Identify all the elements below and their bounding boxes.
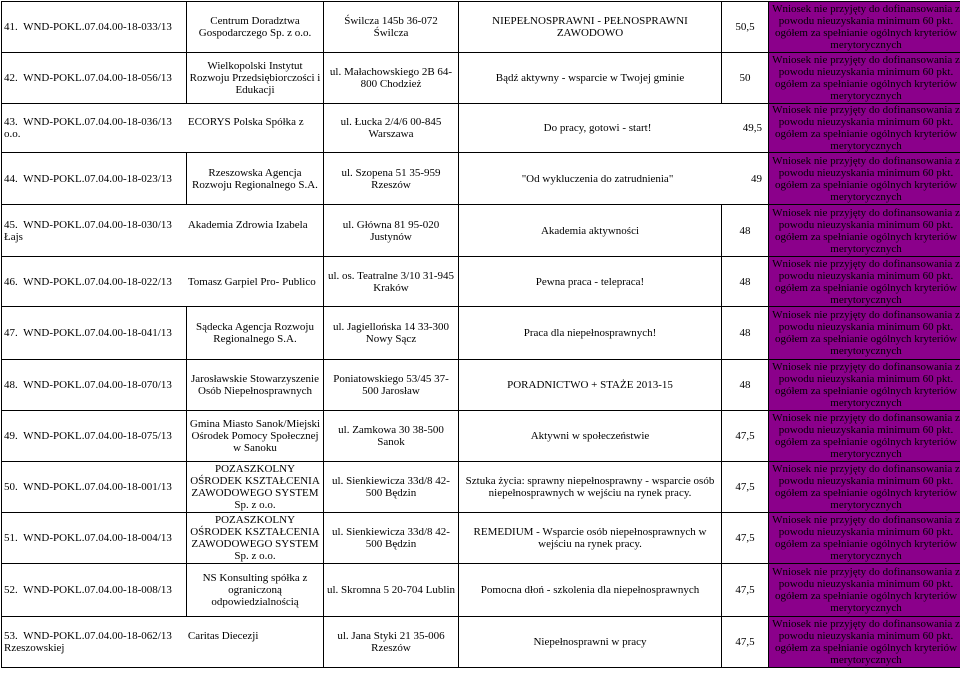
institution-name: NS Konsulting spółka z ograniczoną odpowiedzialnością [187, 564, 324, 617]
project-title: REMEDIUM - Wsparcie osób niepełnosprawnych w wejściu na rynek pracy. [459, 513, 722, 564]
institution-address: Poniatowskiego 53/45 37-500 Jarosław [324, 360, 459, 411]
table-row [2, 617, 960, 668]
application-number-cell [2, 513, 187, 564]
table-row [2, 564, 960, 617]
institution-address: ul. Łucka 2/4/6 00-845 Warszawa [324, 104, 459, 153]
row-number: 51. [4, 532, 18, 544]
row-number: 44. [4, 173, 18, 185]
institution-address: ul. Zamkowa 30 38-500 Sanok [324, 411, 459, 462]
table-row [2, 360, 960, 411]
project-title: PORADNICTWO + STAŻE 2013-15 [459, 360, 722, 411]
institution-name: Wielkopolski Instytut Rozwoju Przedsiębiorczości i Edukacji [187, 53, 324, 104]
application-code: WND-POKL.07.04.00-18-004/13 [23, 532, 172, 544]
institution-address: ul. Jana Styki 21 35-006 Rzeszów [324, 617, 459, 668]
institution-name: Gmina Miasto Sanok/Miejski Ośrodek Pomocy Społecznej w Sanoku [187, 411, 324, 462]
application-number-cell [2, 307, 187, 360]
institution-name: POZASZKOLNY OŚRODEK KSZTAŁCENIA ZAWODOWEGO SYSTEM Sp. z o.o. [187, 513, 324, 564]
row-number: 48. [4, 379, 18, 391]
project-title: Sztuka życia: sprawny niepełnosprawny - wsparcie osób niepełnosprawnych w wejściu na rynek pracy. [459, 462, 722, 513]
score: 50 [722, 53, 769, 104]
institution-address: Świlcza 145b 36-072 Świlcza [324, 2, 459, 53]
rejection-status: Wniosek nie przyjęty do dofinansowania z powodu nieuzyskania minimum 60 pkt. ogółem za spełnianie ogólnych kryteriów merytorycznych [769, 2, 960, 53]
application-number-cell [2, 153, 187, 205]
rejection-status: Wniosek nie przyjęty do dofinansowania z powodu nieuzyskania minimum 60 pkt. ogółem za spełnianie ogólnych kryteriów merytorycznych [769, 360, 960, 411]
project-title: Praca dla niepełnosprawnych! [459, 307, 722, 360]
application-code: WND-POKL.07.04.00-18-001/13 [23, 481, 172, 493]
projects-table [1, 1, 960, 668]
row-number: 50. [4, 481, 18, 493]
project-title: Niepełnosprawni w pracy [459, 617, 722, 668]
rejection-status: Wniosek nie przyjęty do dofinansowania z powodu nieuzyskania minimum 60 pkt. ogółem za spełnianie ogólnych kryteriów merytorycznych [769, 307, 960, 360]
project-title: NIEPEŁNOSPRAWNI - PEŁNOSPRAWNI ZAWODOWO [459, 2, 722, 53]
rejection-status: Wniosek nie przyjęty do dofinansowania z powodu nieuzyskania minimum 60 pkt. ogółem za spełnianie ogólnych kryteriów merytorycznych [769, 205, 960, 257]
project-title-cell [459, 104, 769, 153]
score: 47,5 [722, 617, 769, 668]
application-number-cell [2, 2, 187, 53]
institution-address: ul. os. Teatralne 3/10 31-945 Kraków [324, 257, 459, 307]
institution-name: Akademia Zdrowia Izabela Łajs [4, 219, 308, 243]
rejection-status: Wniosek nie przyjęty do dofinansowania z powodu nieuzyskania minimum 60 pkt. ogółem za spełnianie ogólnych kryteriów merytorycznych [769, 153, 960, 205]
rejection-status: Wniosek nie przyjęty do dofinansowania z powodu nieuzyskania minimum 60 pkt. ogółem za spełnianie ogólnych kryteriów merytorycznych [769, 257, 960, 307]
table-row [2, 104, 960, 153]
rejection-status: Wniosek nie przyjęty do dofinansowania z powodu nieuzyskania minimum 60 pkt. ogółem za spełnianie ogólnych kryteriów merytorycznych [769, 53, 960, 104]
row-number: 45. [4, 219, 18, 231]
table-row [2, 2, 960, 53]
application-code: WND-POKL.07.04.00-18-070/13 [23, 379, 172, 391]
project-title: Do pracy, gotowi - start! [461, 122, 734, 134]
row-number: 53. [4, 630, 18, 642]
application-number-cell [2, 617, 324, 668]
rejection-status: Wniosek nie przyjęty do dofinansowania z powodu nieuzyskania minimum 60 pkt. ogółem za spełnianie ogólnych kryteriów merytorycznych [769, 411, 960, 462]
application-number-cell [2, 462, 187, 513]
institution-address: ul. Jagiellońska 14 33-300 Nowy Sącz [324, 307, 459, 360]
row-number: 52. [4, 584, 18, 596]
projects-table-body [2, 2, 960, 668]
project-title: "Od wykluczenia do zatrudnienia" [461, 173, 734, 185]
institution-name: ECORYS Polska Spółka z o.o. [4, 116, 304, 140]
row-number: 49. [4, 430, 18, 442]
institution-address: ul. Główna 81 95-020 Justynów [324, 205, 459, 257]
table-row [2, 257, 960, 307]
project-title: Akademia aktywności [459, 205, 722, 257]
score: 47,5 [722, 411, 769, 462]
institution-address: ul. Skromna 5 20-704 Lublin [324, 564, 459, 617]
institution-name: Rzeszowska Agencja Rozwoju Regionalnego S.A. [187, 153, 324, 205]
application-number-cell [2, 205, 324, 257]
application-number-cell [2, 257, 324, 307]
table-row [2, 205, 960, 257]
row-number: 41. [4, 21, 18, 33]
application-code: WND-POKL.07.04.00-18-022/13 [23, 276, 172, 288]
institution-address: ul. Małachowskiego 2B 64-800 Chodzież [324, 53, 459, 104]
score: 48 [722, 307, 769, 360]
score: 48 [722, 205, 769, 257]
rejection-status: Wniosek nie przyjęty do dofinansowania z powodu nieuzyskania minimum 60 pkt. ogółem za spełnianie ogólnych kryteriów merytorycznych [769, 513, 960, 564]
score: 49,5 [734, 122, 766, 134]
application-code: WND-POKL.07.04.00-18-030/13 [23, 219, 172, 231]
table-row [2, 153, 960, 205]
row-number: 47. [4, 327, 18, 339]
institution-name: Centrum Doradztwa Gospodarczego Sp. z o.o. [187, 2, 324, 53]
application-code: WND-POKL.07.04.00-18-023/13 [23, 173, 172, 185]
project-title-cell [459, 153, 769, 205]
row-number: 42. [4, 72, 18, 84]
application-code: WND-POKL.07.04.00-18-062/13 [23, 630, 172, 642]
rejection-status: Wniosek nie przyjęty do dofinansowania z powodu nieuzyskania minimum 60 pkt. ogółem za spełnianie ogólnych kryteriów merytorycznych [769, 564, 960, 617]
title-score-group [461, 122, 766, 134]
application-number-cell [2, 564, 187, 617]
project-title: Pewna praca - telepraca! [459, 257, 722, 307]
row-number: 43. [4, 116, 18, 128]
table-row [2, 411, 960, 462]
application-number-cell [2, 411, 187, 462]
application-code: WND-POKL.07.04.00-18-041/13 [23, 327, 172, 339]
project-title: Pomocna dłoń - szkolenia dla niepełnosprawnych [459, 564, 722, 617]
project-title: Aktywni w społeczeństwie [459, 411, 722, 462]
table-row [2, 53, 960, 104]
application-code: WND-POKL.07.04.00-18-056/13 [23, 72, 172, 84]
application-code: WND-POKL.07.04.00-18-075/13 [23, 430, 172, 442]
rejection-status: Wniosek nie przyjęty do dofinansowania z powodu nieuzyskania minimum 60 pkt. ogółem za spełnianie ogólnych kryteriów merytorycznych [769, 104, 960, 153]
row-number: 46. [4, 276, 18, 288]
score: 47,5 [722, 564, 769, 617]
application-number-cell [2, 360, 187, 411]
score: 50,5 [722, 2, 769, 53]
rejection-status: Wniosek nie przyjęty do dofinansowania z powodu nieuzyskania minimum 60 pkt. ogółem za spełnianie ogólnych kryteriów merytorycznych [769, 617, 960, 668]
institution-address: ul. Sienkiewicza 33d/8 42-500 Będzin [324, 462, 459, 513]
application-code: WND-POKL.07.04.00-18-033/13 [23, 21, 172, 33]
score: 47,5 [722, 462, 769, 513]
application-code: WND-POKL.07.04.00-18-008/13 [23, 584, 172, 596]
application-number-cell [2, 53, 187, 104]
institution-address: ul. Sienkiewicza 33d/8 42-500 Będzin [324, 513, 459, 564]
score: 49 [734, 173, 766, 185]
application-code: WND-POKL.07.04.00-18-036/13 [23, 116, 172, 128]
institution-name: Jarosławskie Stowarzyszenie Osób Niepełnosprawnych [187, 360, 324, 411]
application-number-cell [2, 104, 324, 153]
institution-name: POZASZKOLNY OŚRODEK KSZTAŁCENIA ZAWODOWEGO SYSTEM Sp. z o.o. [187, 462, 324, 513]
project-title: Bądź aktywny - wsparcie w Twojej gminie [459, 53, 722, 104]
table-row [2, 307, 960, 360]
institution-name: Tomasz Garpiel Pro- Publico [188, 276, 316, 288]
title-score-group [461, 173, 766, 185]
institution-name: Sądecka Agencja Rozwoju Regionalnego S.A. [187, 307, 324, 360]
rejection-status: Wniosek nie przyjęty do dofinansowania z powodu nieuzyskania minimum 60 pkt. ogółem za spełnianie ogólnych kryteriów merytorycznych [769, 462, 960, 513]
score: 48 [722, 360, 769, 411]
table-row [2, 462, 960, 513]
score: 48 [722, 257, 769, 307]
score: 47,5 [722, 513, 769, 564]
institution-name: Caritas Diecezji Rzeszowskiej [4, 630, 258, 654]
table-row [2, 513, 960, 564]
institution-address: ul. Szopena 51 35-959 Rzeszów [324, 153, 459, 205]
